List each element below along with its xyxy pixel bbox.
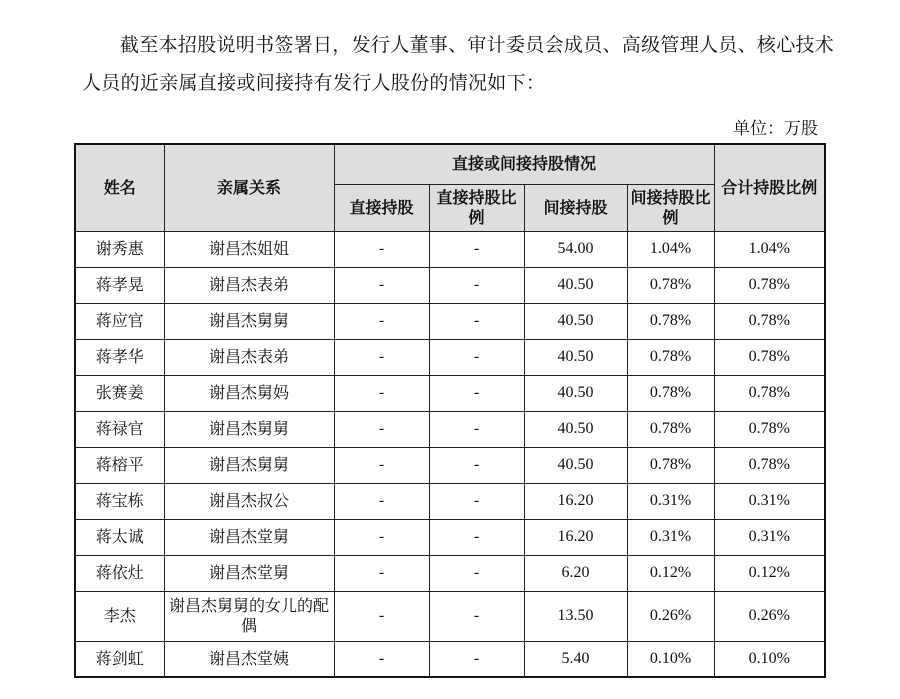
cell-total-ratio: 0.12% [714,555,825,591]
table-row [75,339,825,375]
unit-label: 单位：万股 [733,119,818,139]
cell-relation: 谢昌杰舅妈 [164,375,334,411]
cell-total-ratio: 0.78% [714,447,825,483]
cell-total-ratio: 1.04% [714,231,825,267]
cell-indirect: 54.00 [524,231,627,267]
cell-total-ratio: 0.31% [714,519,825,555]
cell-relation: 谢昌杰舅舅 [164,411,334,447]
cell-relation: 谢昌杰堂姨 [164,641,334,677]
cell-direct-ratio: - [429,483,524,519]
cell-direct-ratio: - [429,555,524,591]
cell-direct: - [334,231,429,267]
cell-indirect: 40.50 [524,339,627,375]
cell-relation: 谢昌杰叔公 [164,483,334,519]
cell-indirect: 6.20 [524,555,627,591]
cell-indirect: 16.20 [524,483,627,519]
cell-name: 蒋太诚 [75,519,164,555]
cell-name: 张赛姜 [75,375,164,411]
cell-name: 李杰 [75,591,164,641]
table-row [75,375,825,411]
table-row [75,303,825,339]
cell-indirect-ratio: 0.26% [627,591,714,641]
header-indirect-ratio: 间接持股比例 [627,184,714,231]
cell-direct-ratio: - [429,641,524,677]
cell-indirect: 5.40 [524,641,627,677]
cell-direct: - [334,591,429,641]
cell-total-ratio: 0.31% [714,483,825,519]
cell-direct-ratio: - [429,519,524,555]
table-row [75,411,825,447]
cell-indirect: 40.50 [524,375,627,411]
table-body [75,231,825,677]
cell-direct-ratio: - [429,339,524,375]
table-row [75,591,825,641]
cell-name: 蒋宝栋 [75,483,164,519]
cell-relation: 谢昌杰舅舅 [164,303,334,339]
cell-relation: 谢昌杰舅舅 [164,447,334,483]
cell-indirect-ratio: 0.31% [627,483,714,519]
header-name: 姓名 [75,144,164,231]
cell-direct-ratio: - [429,267,524,303]
cell-relation: 谢昌杰堂舅 [164,519,334,555]
cell-direct: - [334,303,429,339]
cell-direct: - [334,641,429,677]
cell-indirect-ratio: 0.78% [627,447,714,483]
cell-indirect: 40.50 [524,303,627,339]
table-row [75,555,825,591]
cell-direct-ratio: - [429,375,524,411]
cell-relation: 谢昌杰表弟 [164,267,334,303]
cell-direct-ratio: - [429,231,524,267]
cell-indirect-ratio: 0.10% [627,641,714,677]
intro-paragraph: 截至本招股说明书签署日，发行人董事、审计委员会成员、高级管理人员、核心技术人员的近亲属直接或间接持有发行人股份的情况如下： [82,34,835,94]
shareholding-table [74,143,826,678]
table-row [75,519,825,555]
header-indirect: 间接持股 [524,184,627,231]
header-direct: 直接持股 [334,184,429,231]
header-group: 直接或间接持股情况 [334,144,714,184]
cell-name: 蒋依灶 [75,555,164,591]
cell-indirect: 13.50 [524,591,627,641]
cell-direct-ratio: - [429,447,524,483]
cell-name: 蒋孝晃 [75,267,164,303]
cell-name: 蒋剑虹 [75,641,164,677]
header-direct-ratio: 直接持股比例 [429,184,524,231]
cell-indirect: 40.50 [524,447,627,483]
table-row [75,483,825,519]
cell-direct: - [334,411,429,447]
table-row [75,267,825,303]
cell-relation: 谢昌杰堂舅 [164,555,334,591]
cell-total-ratio: 0.78% [714,267,825,303]
cell-indirect: 40.50 [524,267,627,303]
header-relation: 亲属关系 [164,144,334,231]
table-row [75,447,825,483]
table-row [75,231,825,267]
cell-indirect-ratio: 1.04% [627,231,714,267]
cell-name: 蒋应官 [75,303,164,339]
cell-indirect-ratio: 0.78% [627,267,714,303]
cell-total-ratio: 0.78% [714,411,825,447]
cell-direct: - [334,555,429,591]
table-row [75,641,825,677]
cell-name: 蒋孝华 [75,339,164,375]
cell-direct: - [334,483,429,519]
cell-total-ratio: 0.78% [714,339,825,375]
cell-direct-ratio: - [429,303,524,339]
cell-direct: - [334,447,429,483]
table-header [75,144,825,231]
cell-name: 谢秀惠 [75,231,164,267]
cell-indirect: 16.20 [524,519,627,555]
cell-direct-ratio: - [429,591,524,641]
cell-indirect-ratio: 0.78% [627,303,714,339]
cell-direct: - [334,267,429,303]
cell-name: 蒋榕平 [75,447,164,483]
cell-total-ratio: 0.78% [714,375,825,411]
cell-indirect-ratio: 0.12% [627,555,714,591]
cell-total-ratio: 0.10% [714,641,825,677]
cell-relation: 谢昌杰舅舅的女儿的配偶 [164,591,334,641]
cell-total-ratio: 0.26% [714,591,825,641]
cell-indirect: 40.50 [524,411,627,447]
cell-direct: - [334,339,429,375]
cell-relation: 谢昌杰姐姐 [164,231,334,267]
cell-direct: - [334,519,429,555]
header-total-ratio: 合计持股比例 [714,144,825,231]
cell-indirect-ratio: 0.31% [627,519,714,555]
cell-total-ratio: 0.78% [714,303,825,339]
cell-name: 蒋禄官 [75,411,164,447]
cell-indirect-ratio: 0.78% [627,339,714,375]
cell-indirect-ratio: 0.78% [627,375,714,411]
cell-relation: 谢昌杰表弟 [164,339,334,375]
cell-indirect-ratio: 0.78% [627,411,714,447]
cell-direct-ratio: - [429,411,524,447]
cell-direct: - [334,375,429,411]
